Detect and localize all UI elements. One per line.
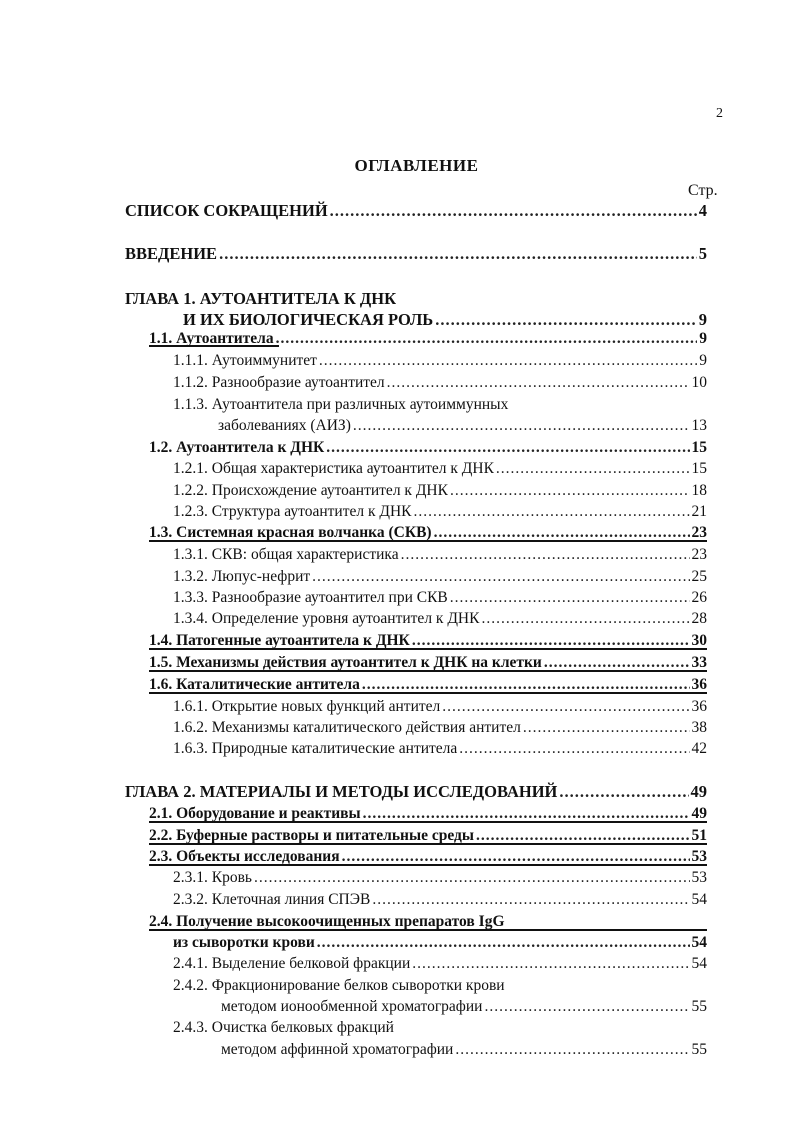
toc-entry-2-4-2[interactable]: методом ионообменной хроматографии ..... 55 — [221, 996, 707, 1017]
toc-entry-1-1[interactable]: 1.1. Аутоантитела ..... 9 — [149, 328, 707, 349]
toc-1-1-3-line1[interactable]: 1.1.3. Аутоантитела при различных аутоиммунных — [173, 396, 509, 413]
toc-entry-2-3-2[interactable]: 2.3.2. Клеточная линия СПЭВ ..... 54 — [173, 889, 707, 910]
toc-entry-chapter2[interactable]: ГЛАВА 2. МАТЕРИАЛЫ И МЕТОДЫ ИССЛЕДОВАНИЙ ..... 49 — [125, 781, 707, 802]
toc-entry-1-1-1[interactable]: 1.1.1. Аутоиммунитет ..... 9 — [173, 350, 707, 371]
toc-entry-1-6-3[interactable]: 1.6.3. Природные каталитические антитела ..... 42 — [173, 738, 707, 759]
toc-entry-1-6-1[interactable]: 1.6.1. Открытие новых функций антител ..... 36 — [173, 696, 707, 717]
toc-entry-1-2-2[interactable]: 1.2.2. Происхождение аутоантител к ДНК ..... 18 — [173, 480, 707, 501]
page-column-label: Стр. — [688, 182, 718, 199]
toc-entry-2-2[interactable]: 2.2. Буферные растворы и питательные среды ..... 51 — [149, 825, 707, 846]
page-title: ОГЛАВЛЕНИЕ — [354, 156, 479, 175]
toc-entry-2-1[interactable]: 2.1. Оборудование и реактивы ..... 49 — [149, 803, 707, 824]
page-number: 2 — [716, 106, 723, 121]
toc-entry-1-2-1[interactable]: 1.2.1. Общая характеристика аутоантител к ДНК ..... 15 — [173, 458, 707, 479]
toc-entry-abbrev[interactable]: СПИСОК СОКРАЩЕНИЙ ..... 4 — [125, 200, 707, 221]
toc-entry-1-6-2[interactable]: 1.6.2. Механизмы каталитического действия антител ..... 38 — [173, 717, 707, 738]
toc-entry-chapter1[interactable]: И ИХ БИОЛОГИЧЕСКАЯ РОЛЬ ..... 9 — [183, 309, 707, 330]
toc-entry-1-4[interactable]: 1.4. Патогенные аутоантитела к ДНК ..... 30 — [149, 630, 707, 651]
toc-entry-1-3-3[interactable]: 1.3.3. Разнообразие аутоантител при СКВ ..... 26 — [173, 587, 707, 608]
toc-entry-2-3[interactable]: 2.3. Объекты исследования ..... 53 — [149, 846, 707, 867]
toc-entry-1-1-3[interactable]: заболеваниях (АИЗ) ..... 13 — [218, 415, 707, 436]
toc-entry-2-4-3[interactable]: методом аффинной хроматографии ..... 55 — [221, 1039, 707, 1060]
toc-entry-1-3-2[interactable]: 1.3.2. Люпус-нефрит ..... 25 — [173, 566, 707, 587]
toc-entry-2-4[interactable]: из сыворотки крови ..... 54 — [173, 932, 707, 953]
toc-entry-1-1-2[interactable]: 1.1.2. Разнообразие аутоантител ..... 10 — [173, 372, 707, 393]
toc-entry-2-4-1[interactable]: 2.4.1. Выделение белковой фракции ..... 54 — [173, 953, 707, 974]
toc-entry-1-3-1[interactable]: 1.3.1. СКВ: общая характеристика ..... 23 — [173, 544, 707, 565]
toc-entry-1-5[interactable]: 1.5. Механизмы действия аутоантител к ДНК на клетки ..... 33 — [149, 652, 707, 673]
toc-2-4-3-line1[interactable]: 2.4.3. Очистка белковых фракций — [173, 1019, 394, 1036]
toc-entry-1-3[interactable]: 1.3. Системная красная волчанка (СКВ) ..... 23 — [149, 522, 707, 543]
toc-entry-2-3-1[interactable]: 2.3.1. Кровь ..... 53 — [173, 867, 707, 888]
toc-entry-1-2-3[interactable]: 1.2.3. Структура аутоантител к ДНК ..... 21 — [173, 501, 707, 522]
toc-2-4-2-line1[interactable]: 2.4.2. Фракционирование белков сыворотки крови — [173, 977, 505, 994]
toc-entry-1-6[interactable]: 1.6. Каталитические антитела ..... 36 — [149, 674, 707, 695]
toc-entry-intro[interactable]: ВВЕДЕНИЕ ..... 5 — [125, 243, 707, 264]
toc-chapter1-line1[interactable]: ГЛАВА 1. АУТОАНТИТЕЛА К ДНК — [125, 289, 397, 308]
toc-entry-1-3-4[interactable]: 1.3.4. Определение уровня аутоантител к ДНК ..... 28 — [173, 608, 707, 629]
toc-2-4-line1[interactable]: 2.4. Получение высокоочищенных препаратов IgG — [149, 913, 505, 930]
toc-entry-1-2[interactable]: 1.2. Аутоантитела к ДНК ..... 15 — [149, 437, 707, 458]
